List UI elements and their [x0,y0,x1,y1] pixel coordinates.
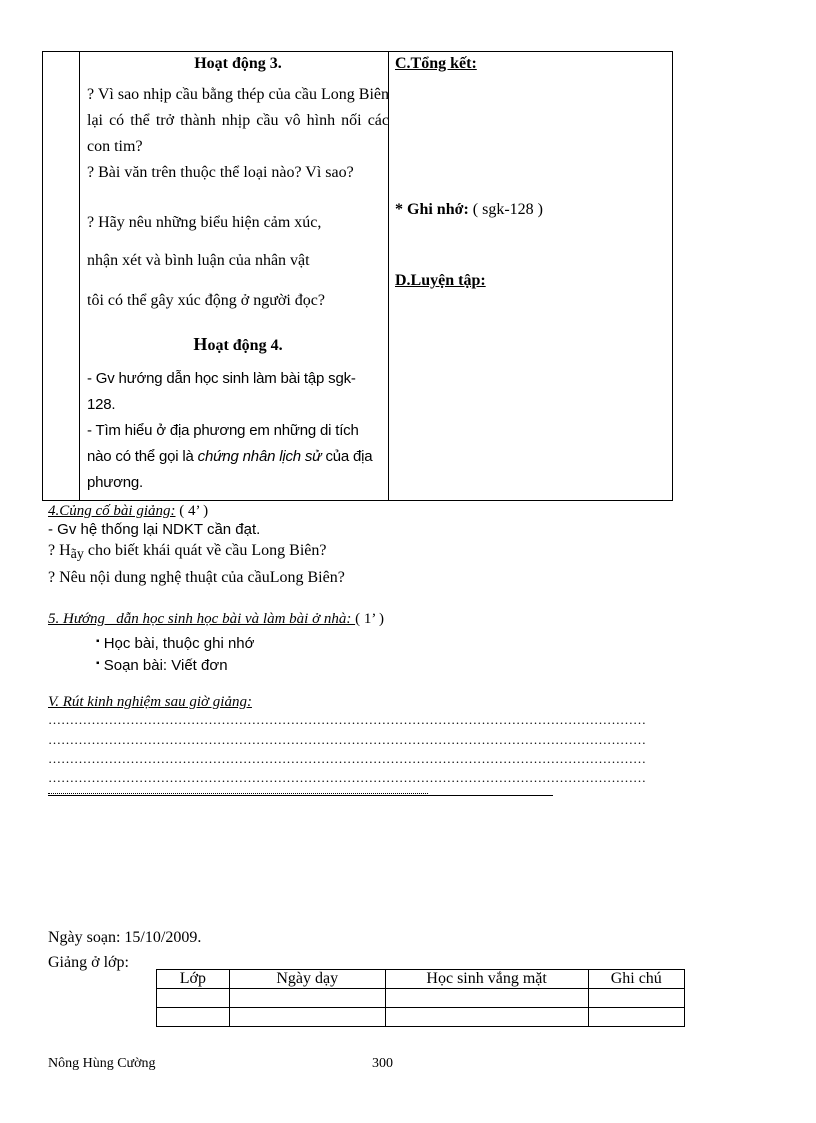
section5-bullet-1-text: Học bài, thuộc ghi nhớ [103,635,255,652]
activity3-question-1: ? Vì sao nhịp cầu bằng thép của cầu Long Biên lại có thể trở thành nhịp cầu vô hình nối các con tim? [87,86,389,155]
page-number: 300 [372,1056,393,1071]
dotted-line-1: ………………………………………………………………………………………………………………………… [48,712,646,727]
section4-line-2b: cho biết khái quát về cầu Long Biên? [83,542,327,559]
section-v-heading: V. Rút kinh nghiệm sau giờ giảng: [48,694,252,710]
table-cell [157,1008,230,1027]
table-cell [229,1008,385,1027]
table-cell [588,989,685,1008]
end-dotted-rule [48,793,428,794]
activity4-line-2 [87,418,382,496]
section5-heading-line [48,609,384,629]
activity4-line-2a: - Tìm hiểu ở địa phương em những di tích nào có thể gọi là [87,422,359,465]
activity3-question-3c: tôi có thể gây xúc động ở người đọc? [87,292,325,309]
practice-heading: D.Luyện tập: [395,272,486,289]
table-cell [385,1008,588,1027]
header-class: Lớp [157,970,230,989]
activity4-line-1: - Gv hướng dẫn học sinh làm bài tập sgk- 128. [87,370,356,413]
section5-bullet-1 [96,634,254,656]
header-note: Ghi chú [588,970,685,989]
author-name: Nông Hùng Cường [48,1056,156,1071]
activity3-question-3b: nhận xét và bình luận của nhân vật [87,252,310,269]
table-cell [157,989,230,1008]
remember-note [395,201,543,219]
section4-line-2a: ? H [48,542,71,559]
section4-line-3: ? Nêu nội dung nghệ thuật của cầuLong Biên? [48,569,345,586]
dotted-line-3: ………………………………………………………………………………………………………………………… [48,751,646,766]
dotted-line-2: ………………………………………………………………………………………………………………………… [48,732,646,747]
attendance-table [156,969,685,1027]
table-row [157,1008,685,1027]
table-cell [588,1008,685,1027]
summary-heading: C.Tổng kết: [395,55,477,72]
activity4-title-rest: oạt động 4. [207,337,283,354]
table-cell [385,989,588,1008]
section4-line-2 [48,540,326,563]
table-cell [229,989,385,1008]
end-rule [48,795,553,796]
table-divider-1 [79,52,80,500]
prep-date: Ngày soạn: 15/10/2009. [48,929,202,946]
section4-line-2-sub: ãy [70,547,84,562]
activity4-line-2-italic: chứng nhân lịch sử [197,448,322,465]
header-date: Ngày dạy [229,970,385,989]
remember-label: * Ghi nhớ: [395,201,469,218]
activity3-title: Hoạt động 3. [194,55,282,72]
section5-bullet-2 [96,656,228,678]
section5-heading: 5. Hướng dẫn học sinh học bài và làm bài ở nhà: [48,611,356,627]
lesson-table [42,51,673,501]
activity4-title [87,334,389,355]
section5-time: ( 1’ ) [355,611,384,627]
activity4-title-initial: H [193,334,208,354]
activity3-question-3a: ? Hãy nêu những biểu hiện cảm xúc, [87,214,322,231]
table-row [157,970,685,989]
activity3-question-2: ? Bài văn trên thuộc thể loại nào? Vì sao? [87,164,354,181]
remember-ref: ( sgk-128 ) [468,201,543,218]
class-label: Giảng ở lớp: [48,954,129,971]
section4-time: ( 4’ ) [175,503,209,519]
table-row [157,989,685,1008]
section5-bullet-2-text: Soạn bài: Viết đơn [103,657,228,674]
dotted-line-4: ………………………………………………………………………………………………………………………… [48,770,646,785]
section4-line-1: - Gv hệ thống lại NDKT cần đạt. [48,521,261,538]
section4-heading-line [48,503,208,520]
activity4-line-2b: của địa phương. [87,448,373,491]
section4-heading: 4.Củng cố bài giảng: [48,503,176,519]
bullet-icon: ▪ [96,658,100,669]
header-absent: Học sinh vắng mặt [385,970,588,989]
bullet-icon: ▪ [96,636,100,647]
